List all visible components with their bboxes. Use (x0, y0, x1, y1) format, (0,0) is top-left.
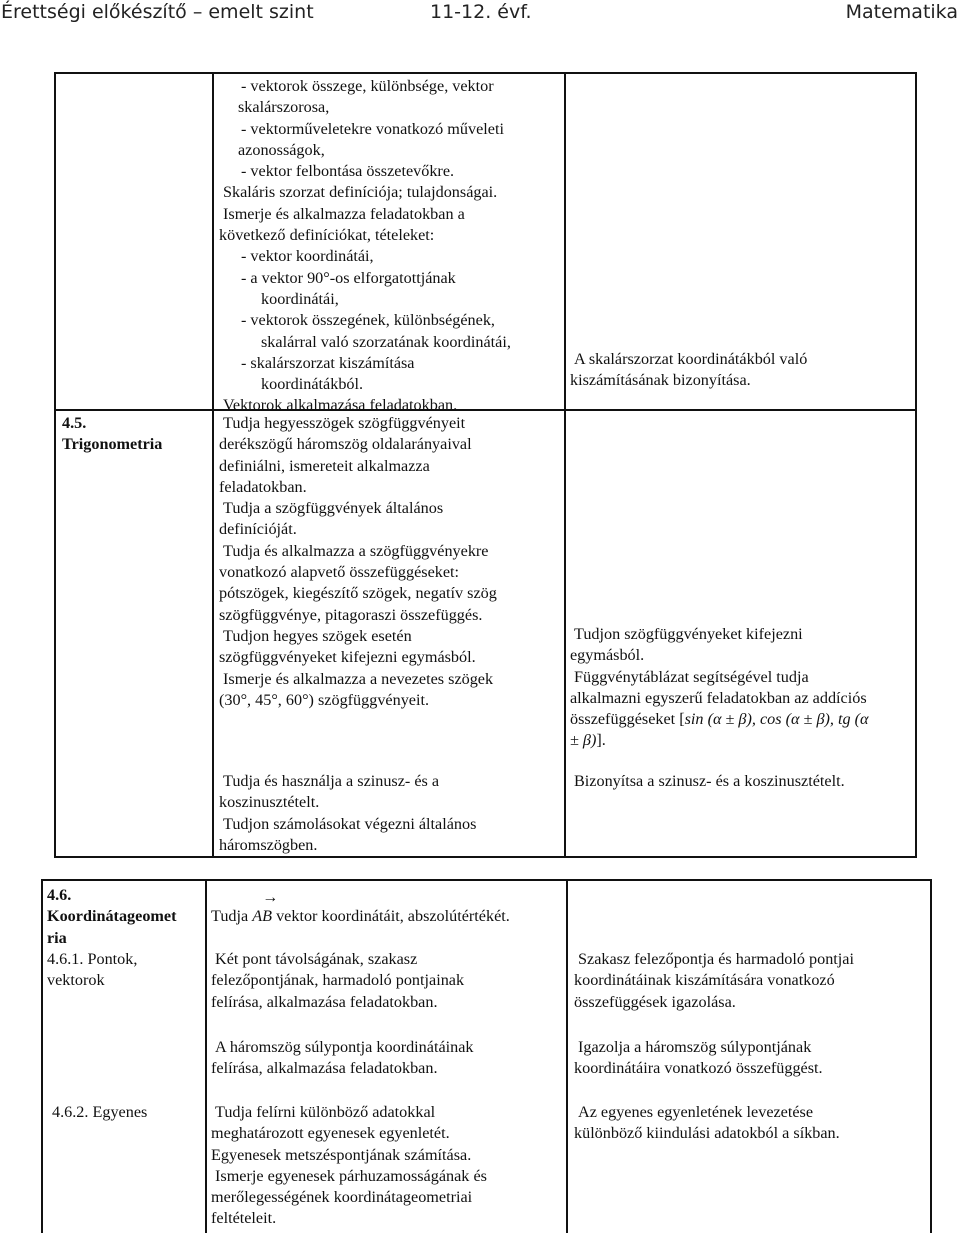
text-line: koordinátái, (261, 289, 339, 308)
table2-col-divider-1 (205, 879, 207, 1233)
text-line: koordinátáira vonatkozó összefüggést. (574, 1059, 823, 1078)
text-line: Igazolja a háromszög súlypontjának (578, 1038, 812, 1056)
text-line: alkalmazni egyszerű feladatokban az addíciós (570, 688, 867, 707)
text-line: azonosságok, (238, 140, 325, 159)
line-advanced-requirements (574, 1102, 840, 1145)
text-line: Egyenesek metszéspontjának számítása. (211, 1145, 472, 1164)
text-line: Tudja a szögfüggvények általános (223, 499, 444, 518)
text-line: Skaláris szorzat definíciója; tulajdonságai. (223, 183, 498, 202)
text-line: felírása, alkalmazása feladatokban. (211, 992, 438, 1011)
text-line: definícióját. (219, 520, 297, 539)
topic-number: 4.6. (47, 886, 72, 904)
text-line: háromszögben. (219, 835, 318, 854)
text-line: Tudja felírni különböző adatokkal (215, 1103, 436, 1121)
topic-title: Trigonometria (62, 435, 163, 454)
topic-coordinate-geometry (47, 885, 176, 991)
subtopic-line (52, 1102, 147, 1123)
points-advanced-requirements (574, 949, 854, 1013)
text-line: Tudjon szögfüggvényeket kifejezni (574, 625, 803, 643)
header-grade: 11-12. évf. (430, 1, 532, 23)
text-line: Függvénytáblázat segítségével tudja (574, 667, 809, 686)
text-line: - a vektor 90°-os elforgatottjának (241, 268, 456, 287)
text-line: derékszögű háromszög oldalarányaival (219, 435, 472, 454)
line-requirements (211, 1102, 487, 1230)
vector-ab-requirement (211, 889, 510, 927)
text-line: Vektorok alkalmazása feladatokban. (223, 396, 458, 415)
text-line: Két pont távolságának, szakasz (215, 950, 418, 968)
vector-arrow-icon: → (262, 889, 279, 906)
text-line: skalárszorosa, (238, 98, 330, 117)
text-line: Ismerje egyenesek párhuzamosságának és (215, 1166, 487, 1185)
text-line: Tudja és használja a szinusz- és a (223, 772, 440, 790)
subtopic-title: 4.6.1. Pontok, (47, 949, 138, 968)
text-line: A skalárszorzat koordinátákból való (574, 350, 808, 368)
text-line: koordinátákból. (261, 375, 364, 394)
text-line: merőlegességének koordinátageometriai (211, 1188, 473, 1207)
text-line: Tudjon hegyes szögek esetén (223, 626, 412, 645)
text-line: Az egyenes egyenletének levezetése (578, 1103, 814, 1121)
text-line: Szakasz felezőpontja és harmadoló pontjai (578, 950, 854, 968)
text-line: Tudja hegyesszögek szögfüggvényeit (223, 414, 466, 432)
text-line: meghatározott egyenesek egyenletét. (211, 1124, 450, 1143)
topic-number: 4.5. (62, 414, 87, 432)
text-line: következő definíciókat, tételeket: (219, 226, 435, 245)
text-line: skalárral való szorzatának koordinátái, (261, 332, 511, 351)
text-fragment: Tudja (211, 907, 253, 925)
text-line: szögfüggvényeket kifejezni egymásból. (219, 648, 476, 667)
table2-left-border (41, 879, 43, 1233)
text-line: (30°, 45°, 60°) szögfüggvényeit. (219, 690, 430, 709)
text-line: koordinátáinak kiszámítására vonatkozó (574, 971, 835, 990)
text-line: - skalárszorzat kiszámítása (241, 353, 415, 372)
subtopic-title: 4.6.2. Egyenes (52, 1103, 148, 1121)
addition-formulas-cont: ± β) (570, 731, 597, 750)
text-line: - vektorok összege, különbsége, vektor (241, 77, 494, 95)
text-line: Bizonyítsa a szinusz- és a koszinusztételt. (574, 772, 845, 790)
text-line: Tudjon számolásokat végezni általános (223, 814, 477, 833)
text-line: - vektor felbontása összetevőkre. (241, 162, 455, 181)
table2-right-border (930, 879, 932, 1233)
centroid-advanced-requirements (574, 1037, 823, 1080)
text-line: koszinusztételt. (219, 793, 320, 812)
centroid-requirements (211, 1037, 474, 1080)
text-fragment: vektor koordinátáit, abszolútértékét. (272, 907, 510, 925)
text-fragment: ]. (596, 731, 606, 750)
text-line: feltételeit. (211, 1209, 277, 1228)
table2-col-divider-2 (566, 879, 568, 1233)
text-line: - vektorműveletekre vonatkozó műveleti (241, 119, 504, 138)
addition-formulas: sin (α ± β), cos (α ± β), tg (α (684, 710, 869, 729)
text-line: pótszögek, kiegészítő szögek, negatív szög (219, 584, 497, 603)
text-line: Tudja és alkalmazza a szögfüggvényekre (223, 541, 489, 560)
text-line: - vektor koordinátái, (241, 247, 374, 266)
text-line: definiálni, ismereteit alkalmazza (219, 456, 430, 475)
text-line: vonatkozó alapvető összefüggéseket: (219, 563, 460, 582)
text-line: különböző kiindulási adatokból a síkban. (574, 1124, 840, 1143)
text-line: Ismerje és alkalmazza feladatokban a (223, 204, 465, 223)
topic-title-cont: ria (47, 928, 67, 947)
vector-label: AB (252, 907, 273, 925)
header-subject: Matematika (845, 1, 958, 23)
text-line (211, 889, 510, 927)
text-fragment: összefüggéseket [ (570, 710, 685, 729)
text-line: feladatokban. (219, 477, 307, 496)
text-line: felezőpontjának, harmadoló pontjainak (211, 971, 465, 990)
text-line: összefüggések igazolása. (574, 992, 736, 1011)
text-line: szögfüggvénye, pitagoraszi összefüggés. (219, 605, 483, 624)
vector-ab (252, 889, 279, 927)
text-line: A háromszög súlypontja koordinátáinak (215, 1038, 474, 1056)
text-line: kiszámításának bizonyítása. (570, 371, 751, 390)
text-line: felírása, alkalmazása feladatokban. (211, 1059, 438, 1078)
text-line: Ismerje és alkalmazza a nevezetes szögek (223, 669, 494, 688)
points-requirements (211, 949, 464, 1013)
header-course-title: Érettségi előkészítő – emelt szint (1, 1, 314, 23)
table2-top-border (41, 879, 932, 881)
topic-title: Koordinátageomet (47, 907, 177, 926)
subtopic-title-cont: vektorok (47, 971, 105, 990)
text-line: - vektorok összegének, különbségének, (241, 311, 495, 330)
text-line: egymásból. (570, 646, 645, 665)
